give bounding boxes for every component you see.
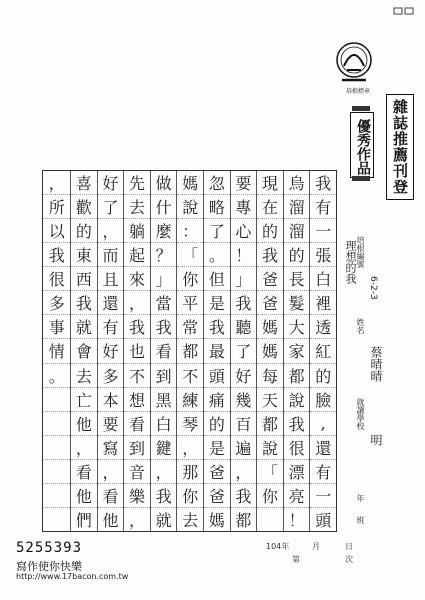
grid-cell [43,435,70,459]
page-label: 第 [292,555,300,564]
grid-cell: 了 [98,194,124,218]
grid-cell: 就 [71,314,97,338]
grid-cell: 練 [177,387,203,411]
grid-cell: 說 [257,435,283,459]
grid-cell: 所 [43,194,70,218]
grid-cell [257,507,283,531]
grid-cell: 白 [151,411,177,435]
grid-cell: 起 [124,242,150,266]
grid-cell: 的 [284,242,310,266]
grid-cell: 白 [310,266,336,290]
grid-cell: 現 [262,174,279,194]
grid-cell: 想 [124,387,150,411]
grid-cell: 」 [151,266,177,290]
grid-column [309,171,336,531]
grid-cell: 家 [284,338,310,362]
grid-cell: 」 [231,266,257,290]
grid-cell: 而 [98,242,124,266]
grid-cell: 以 [43,218,70,242]
grid-cell: 我 [151,314,177,338]
grid-cell: 那 [177,459,203,483]
date-day: 日 [345,542,353,551]
grid-cell: 媽 [204,507,230,531]
grid-cell: 。 [204,242,230,266]
grid-column [43,171,70,531]
grid-cell: 我 [151,483,177,507]
grid-cell: 臉 [310,387,336,411]
grid-cell: ， [98,459,124,483]
grid-cell: 會 [71,338,97,362]
grid-cell: ， [48,174,65,194]
grid-cell: 我 [284,411,310,435]
grid-cell: 躺 [124,218,150,242]
grid-cell: ！ [284,507,310,531]
grid-cell: 是 [204,435,230,459]
serial-number: 5255393 [16,540,83,556]
grid-cell: 了 [204,218,230,242]
date-month: 月 [312,542,320,551]
grid-cell: 略 [204,194,230,218]
grid-cell: ， [177,435,203,459]
grid-cell: ， [98,218,124,242]
grid-cell: 有 [310,194,336,218]
grid-cell: 很 [284,435,310,459]
stamp-badge-top [352,106,370,111]
grid-cell: 了 [231,338,257,362]
name-label: 姓名 [356,318,365,334]
grid-cell: 天 [257,387,283,411]
grid-cell: 紅 [310,338,336,362]
grid-cell: ， [124,507,150,531]
grid-cell: 還 [310,435,336,459]
grid-cell: 好 [102,174,119,194]
grid-cell: 我 [231,290,257,314]
grid-cell: 去 [71,363,97,387]
grid-cell: 我 [43,242,70,266]
grid-cell: 我 [231,483,257,507]
grid-column [256,171,283,531]
grid-cell: 但 [204,266,230,290]
grid-cell: 他 [71,483,97,507]
grid-cell: 媽 [182,174,199,194]
id-label: 培根編號 [356,236,365,268]
bacon-logo-icon [334,36,374,88]
grid-cell: 看 [71,459,97,483]
grid-cell: 幾 [231,387,257,411]
grid-cell: 音 [124,459,150,483]
grid-cell: 每 [257,363,283,387]
grid-cell: 樂 [124,483,150,507]
name-value: 蔡晴晴 [369,346,383,382]
excellent-work-stamp [350,112,374,178]
slogan: 寫作使你快樂 [16,560,82,573]
grid-cell: 來 [124,266,150,290]
grid-cell: 爸 [204,459,230,483]
grid-column [150,171,177,531]
grid-cell: 喜 [75,174,92,194]
website-url: http://www.17bacon.com.tw [16,572,129,581]
grid-cell: 「 [257,459,283,483]
grid-cell: ， [71,435,97,459]
grid-cell: ： [177,218,203,242]
grid-cell: 本 [98,387,124,411]
grid-column [203,171,230,531]
grid-cell: 張 [310,242,336,266]
grid-cell: 就 [151,507,177,531]
grid-cell: 專 [231,194,257,218]
grid-cell: 都 [177,338,203,362]
grid-cell: 去 [124,194,150,218]
grid-cell: 要 [98,411,124,435]
grid-cell: 不 [124,363,150,387]
grid-column [123,171,150,531]
grid-cell: 我 [124,314,150,338]
grid-cell: 媽 [257,314,283,338]
registration-mark-icon [393,6,415,16]
grid-cell: 看 [124,411,150,435]
grid-cell: 是 [204,290,230,314]
grid-cell: 的 [310,363,336,387]
grid-cell: 寫 [98,435,124,459]
grid-cell: 你 [177,483,203,507]
grid-cell: 爸 [257,266,283,290]
grid-cell: 事 [43,314,70,338]
grid-cell: 都 [284,363,310,387]
grid-cell: 媽 [257,338,283,362]
grid-cell: 我 [257,242,283,266]
grid-cell: 多 [43,290,70,314]
grid-cell: 裡 [310,290,336,314]
grid-column [70,171,97,531]
grid-cell [43,411,70,435]
grid-cell: 最 [204,338,230,362]
grid-cell [43,387,70,411]
times-label: 次 [345,555,353,564]
grid-cell: 到 [151,363,177,387]
grid-cell [43,483,70,507]
grid-cell: 我 [71,290,97,314]
grid-cell: 溜 [284,218,310,242]
grid-column [283,171,310,531]
school-label: 就讀學校 [356,398,365,430]
grid-cell: ， [231,459,257,483]
grid-column [230,171,257,531]
grid-cell: 他 [71,411,97,435]
manuscript-grid [42,170,337,532]
grid-cell: , [310,411,336,435]
grid-cell: 溜 [284,194,310,218]
grade-label: 年 [356,494,365,502]
grid-cell: 看 [98,483,124,507]
grid-cell: 要 [235,174,252,194]
grid-cell: 黑 [151,387,177,411]
grid-cell: 爸 [257,290,283,314]
grid-cell: 說 [284,387,310,411]
grid-cell: 不 [177,363,203,387]
magazine-recommend-stamp [386,94,414,200]
grid-cell: 西 [71,266,97,290]
grid-cell: ？ [151,242,177,266]
grid-cell: 漂 [284,459,310,483]
grid-cell: 鍵 [151,435,177,459]
grid-cell: 痛 [204,387,230,411]
grid-cell: 髮 [284,290,310,314]
grid-cell: 一 [310,218,336,242]
date-year: 104年 [266,542,290,551]
grid-cell: 亮 [284,483,310,507]
grid-cell: 都 [257,411,283,435]
grid-cell: 的 [71,218,97,242]
grid-cell: 情 [43,338,70,362]
grid-cell: 多 [98,363,124,387]
grid-cell: 麼 [151,218,177,242]
grid-cell: 亡 [71,387,97,411]
grid-cell: 我 [315,174,332,194]
stamp-badge-bottom [352,176,370,181]
grid-cell: 做 [155,174,172,194]
grid-cell: ， [124,290,150,314]
stamp-b-text: 優秀作品 [355,119,371,175]
grid-cell: 好 [98,338,124,362]
grid-cell: 心 [231,218,257,242]
grid-cell: 有 [98,314,124,338]
grid-cell: 忽 [208,174,225,194]
grid-cell: 先 [129,174,146,194]
grid-cell: 你 [257,483,283,507]
grid-cell: 爸 [204,483,230,507]
grid-cell: 東 [71,242,97,266]
class-label: 班 [356,516,365,524]
grid-cell: 說 [177,194,203,218]
grid-cell: 好 [231,363,257,387]
essay-title: 理想的我 [344,240,357,284]
grid-cell: 你 [177,266,203,290]
grid-cell: 聽 [231,314,257,338]
grid-cell: 一 [310,483,336,507]
grid-cell: 在 [257,194,283,218]
grid-cell: 他 [98,507,124,531]
grid-cell: 們 [71,507,97,531]
grid-cell: 百 [231,411,257,435]
grid-cell: 到 [124,435,150,459]
grid-cell: 「 [177,242,203,266]
school-value: 明 [369,434,383,446]
grid-cell: 烏 [288,174,305,194]
grid-cell: 常 [177,314,203,338]
grid-cell: 我 [204,314,230,338]
grid-cell: ， [151,459,177,483]
grid-cell: 琴 [177,411,203,435]
grid-cell: 透 [310,314,336,338]
grid-cell: 頭 [204,363,230,387]
id-value: 6-2-3 [368,276,378,300]
grid-cell: 遍 [231,435,257,459]
grid-cell: 去 [177,507,203,531]
grid-cell: 也 [124,338,150,362]
grid-cell [43,459,70,483]
grid-cell: 有 [310,459,336,483]
grid-cell: 頭 [310,507,336,531]
stamp-a-text: 雜誌推薦刊登 [391,99,409,195]
grid-cell: ！ [231,242,257,266]
grid-cell [43,507,70,531]
grid-cell: 當 [151,290,177,314]
grid-cell: 都 [231,507,257,531]
grid-cell: 長 [284,266,310,290]
grid-cell: 大 [284,314,310,338]
grid-cell: 很 [43,266,70,290]
grid-cell: 什 [151,194,177,218]
grid-column [97,171,124,531]
grid-cell: 歡 [71,194,97,218]
grid-cell: 平 [177,290,203,314]
grid-cell: 看 [151,338,177,362]
grid-cell: 還 [98,290,124,314]
logo-caption: 培根標章 [345,88,370,95]
grid-cell: 。 [43,363,70,387]
grid-column [176,171,203,531]
grid-cell: 的 [204,411,230,435]
grid-cell: 的 [257,218,283,242]
grid-cell: 且 [98,266,124,290]
